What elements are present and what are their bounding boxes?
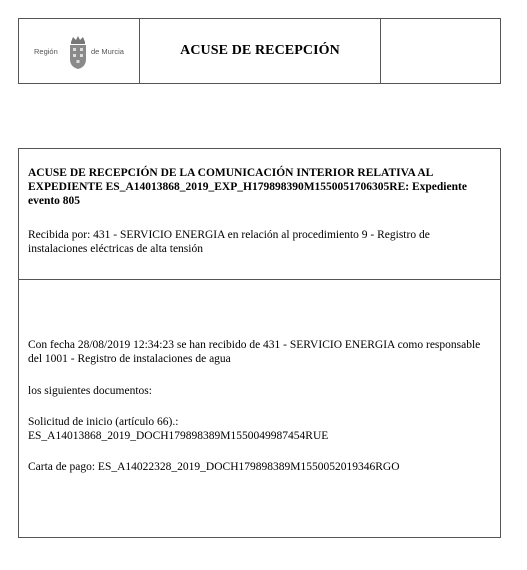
logo-cell (19, 19, 140, 83)
header-table (18, 18, 501, 84)
solicitud-label: Solicitud de inicio (artículo 66).: (28, 416, 179, 428)
logo-text-region: Región (34, 47, 58, 56)
solicitud-block (28, 415, 488, 443)
siguientes-text: los siguientes documentos: (28, 385, 152, 397)
solicitud-code: ES_A14013868_2019_DOCH179898389M1550049987454RUE (28, 430, 329, 442)
con-fecha-text: Con fecha 28/08/2019 12:34:23 se han recibido de 431 - SERVICIO ENERGIA como responsable del 1001 - Registro de instalaciones de agua (28, 339, 481, 365)
logo-text-murcia: de Murcia (91, 47, 124, 56)
page-title: ACUSE DE RECEPCIÓN (140, 19, 381, 83)
receipt-heading: ACUSE DE RECEPCIÓN DE LA COMUNICACIÓN INTERIOR RELATIVA AL EXPEDIENTE ES_A14013868_2019_EXP_H179898390M1550051706305RE: Expediente evento 805 (28, 167, 467, 207)
carta-text: Carta de pago: ES_A14022328_2019_DOCH179898389M1550052019346RGO (28, 461, 400, 473)
empty-cell (381, 19, 500, 83)
recibida-text: Recibida por: 431 - SERVICIO ENERGIA en relación al procedimiento 9 - Registro de instalaciones eléctricas de alta tensión (28, 229, 430, 255)
section-divider (19, 279, 500, 280)
receipt-box (18, 148, 501, 538)
coat-of-arms-icon (67, 34, 89, 70)
